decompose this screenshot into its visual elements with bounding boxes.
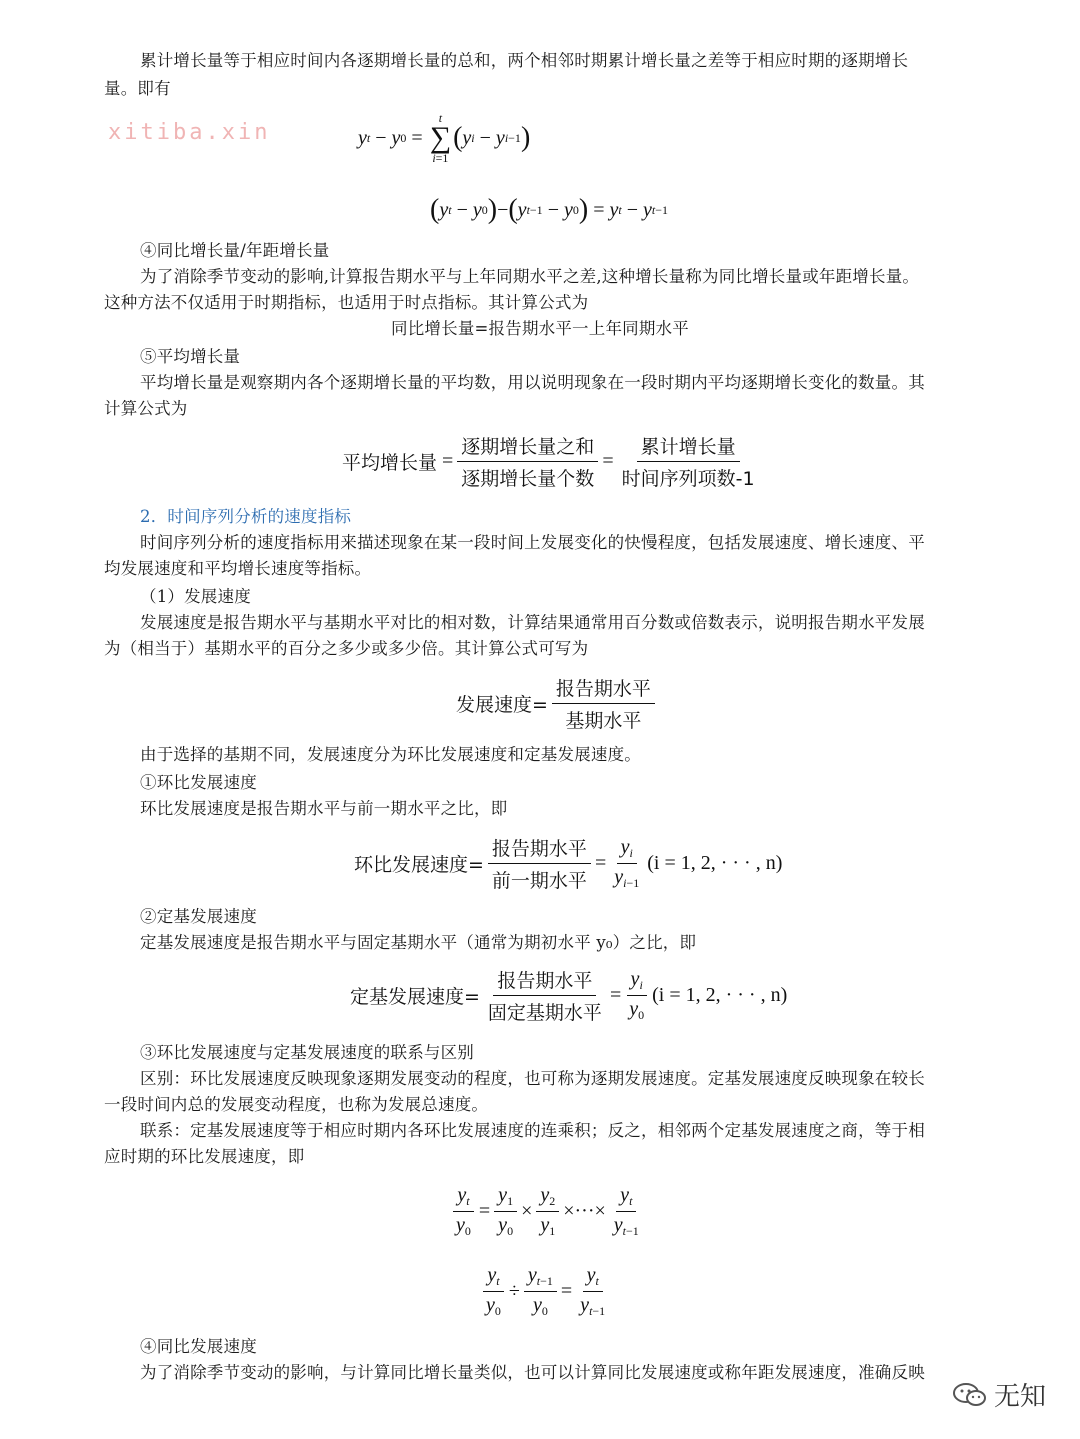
- fixed-base-speed-formula: 定基发展速度= $\frac{\text{报告期水平}}{\text{固定基期水平}}$ = $\frac{y_i}{y_0}$ (i = 1, 2, · · · , n): [350, 968, 788, 1024]
- watermark-text: xitiba.xin: [108, 120, 271, 145]
- logo-text: 无知: [994, 1382, 1047, 1412]
- section-heading: （1）发展速度: [140, 587, 251, 606]
- development-speed-formula: [456, 674, 659, 733]
- formula-numerator: 报告期水平: [552, 674, 655, 704]
- chain-product-formula: $\frac{y_t}{y_0}$ = $\frac{y_1}{y_0}$ × $\frac{y_2}{y_1}$ ×···× $\frac{y_t}{y_{t-1}}$: [448, 1184, 647, 1239]
- formula-numerator: 报告期水平: [493, 966, 596, 996]
- chain-speed-formula: 环比发展速度= $\frac{\text{报告期水平}}{\text{前一期水平}}$ = $\frac{y_i}{y_{i-1}}$ (i = 1, 2, · · · , n): [354, 836, 783, 892]
- paragraph-line: 时间序列分析的速度指标用来描述现象在某一段时间上发展变化的快慢程度，包括发展速度、增长速度、平: [140, 533, 925, 552]
- formula-denominator: 前一期水平: [491, 870, 587, 892]
- average-growth-formula: 平均增长量 = $\frac{\text{逐期增长量之和}}{\text{逐期增长量个数}}$ = $\frac{\text{累计增长量}}{\text{时间序列项数-1}}$: [342, 432, 763, 491]
- formula-lhs: 环比发展速度=: [354, 854, 484, 876]
- paragraph-line: 平均增长量是观察期内各个逐期增长量的平均数，用以说明现象在一段时期内平均逐期增长变化的数量。其: [140, 373, 925, 392]
- paragraph-line: 区别：环比发展速度反映现象逐期发展变动的程度，也可称为逐期发展速度。定基发展速度反映现象在较长: [140, 1069, 925, 1088]
- paragraph-line: 这种方法不仅适用于时期指标，也适用于时点指标。其计算公式为: [104, 293, 589, 312]
- paragraph-line: 均发展速度和平均增长速度等指标。: [104, 559, 372, 578]
- paragraph-line: 计算公式为: [104, 399, 188, 418]
- formula-denominator: 基期水平: [565, 710, 642, 732]
- account-logo: [952, 1376, 1046, 1413]
- section-heading: ④同比增长量/年距增长量: [140, 241, 330, 260]
- yoy-growth-formula: 同比增长量=报告期水平一上年同期水平: [391, 319, 689, 338]
- paragraph-line: 环比发展速度是报告期水平与前一期水平之比，即: [140, 799, 508, 818]
- paragraph-line: 联系：定基发展速度等于相应时期内各环比发展速度的连乘积；反之，相邻两个定基发展速度之商，等于相: [140, 1121, 925, 1140]
- paragraph-line: 量。即有: [104, 79, 171, 98]
- formula-numerator: 累计增长量: [637, 432, 740, 462]
- formula-lhs: 定基发展速度=: [350, 986, 480, 1008]
- formula-numerator: 逐期增长量之和: [457, 432, 598, 462]
- cumulative-difference-formula: ( y t − y 0 ) − ( y t−1 − y 0 ) = y t − y t−1: [430, 194, 668, 225]
- paragraph-line: 应时期的环比发展速度，即: [104, 1147, 305, 1166]
- formula-denominator: 时间序列项数-1: [621, 468, 755, 490]
- section-heading: 2．时间序列分析的速度指标: [140, 507, 352, 526]
- section-heading: ③环比发展速度与定基发展速度的联系与区别: [140, 1043, 474, 1062]
- paragraph-line: 发展速度是报告期水平与基期水平对比的相对数，计算结果通常用百分数或倍数表示，说明报告期水平发展: [140, 613, 925, 632]
- formula-numerator: 报告期水平: [488, 834, 591, 864]
- paragraph-line: 为了消除季节变动的影响，与计算同比增长量类似，也可以计算同比发展速度或称年距发展速度，准确反映: [140, 1363, 925, 1382]
- section-heading: ⑤平均增长量: [140, 347, 241, 366]
- cumulative-sum-formula: y t − y 0 = t ∑ i=1 ( y i − y i−1 ): [358, 111, 531, 165]
- section-heading: ①环比发展速度: [140, 773, 257, 792]
- paragraph-line: 一段时间内总的发展变动程度，也称为发展总速度。: [104, 1095, 489, 1114]
- wechat-icon: [952, 1381, 988, 1409]
- section-heading: ②定基发展速度: [140, 907, 257, 926]
- formula-range: (i = 1, 2, · · · , n): [652, 984, 788, 1006]
- formula-lhs: 发展速度=: [456, 694, 548, 716]
- formula-denominator: 逐期增长量个数: [461, 468, 595, 490]
- chain-quotient-formula: $\frac{y_t}{y_0}$ ÷ $\frac{y_{t-1}}{y_0}$ = $\frac{y_t}{y_{t-1}}$: [478, 1264, 613, 1319]
- paragraph-line: 为（相当于）基期水平的百分之多少或多少倍。其计算公式可写为: [104, 639, 589, 658]
- formula-denominator: 固定基期水平: [487, 1002, 602, 1024]
- paragraph-line: 为了消除季节变动的影响,计算报告期水平与上年同期水平之差,这种增长量称为同比增长量或年距增长量。: [140, 267, 920, 286]
- formula-lhs: 平均增长量: [342, 452, 438, 474]
- paragraph-line: 定基发展速度是报告期水平与固定基期水平（通常为期初水平 y₀）之比，即: [140, 933, 697, 952]
- paragraph-line: 累计增长量等于相应时间内各逐期增长量的总和，两个相邻时期累计增长量之差等于相应时期的逐期增长: [140, 51, 909, 70]
- paragraph-line: 由于选择的基期不同，发展速度分为环比发展速度和定基发展速度。: [140, 745, 641, 764]
- formula-range: (i = 1, 2, · · · , n): [647, 852, 783, 874]
- section-heading: ④同比发展速度: [140, 1337, 257, 1356]
